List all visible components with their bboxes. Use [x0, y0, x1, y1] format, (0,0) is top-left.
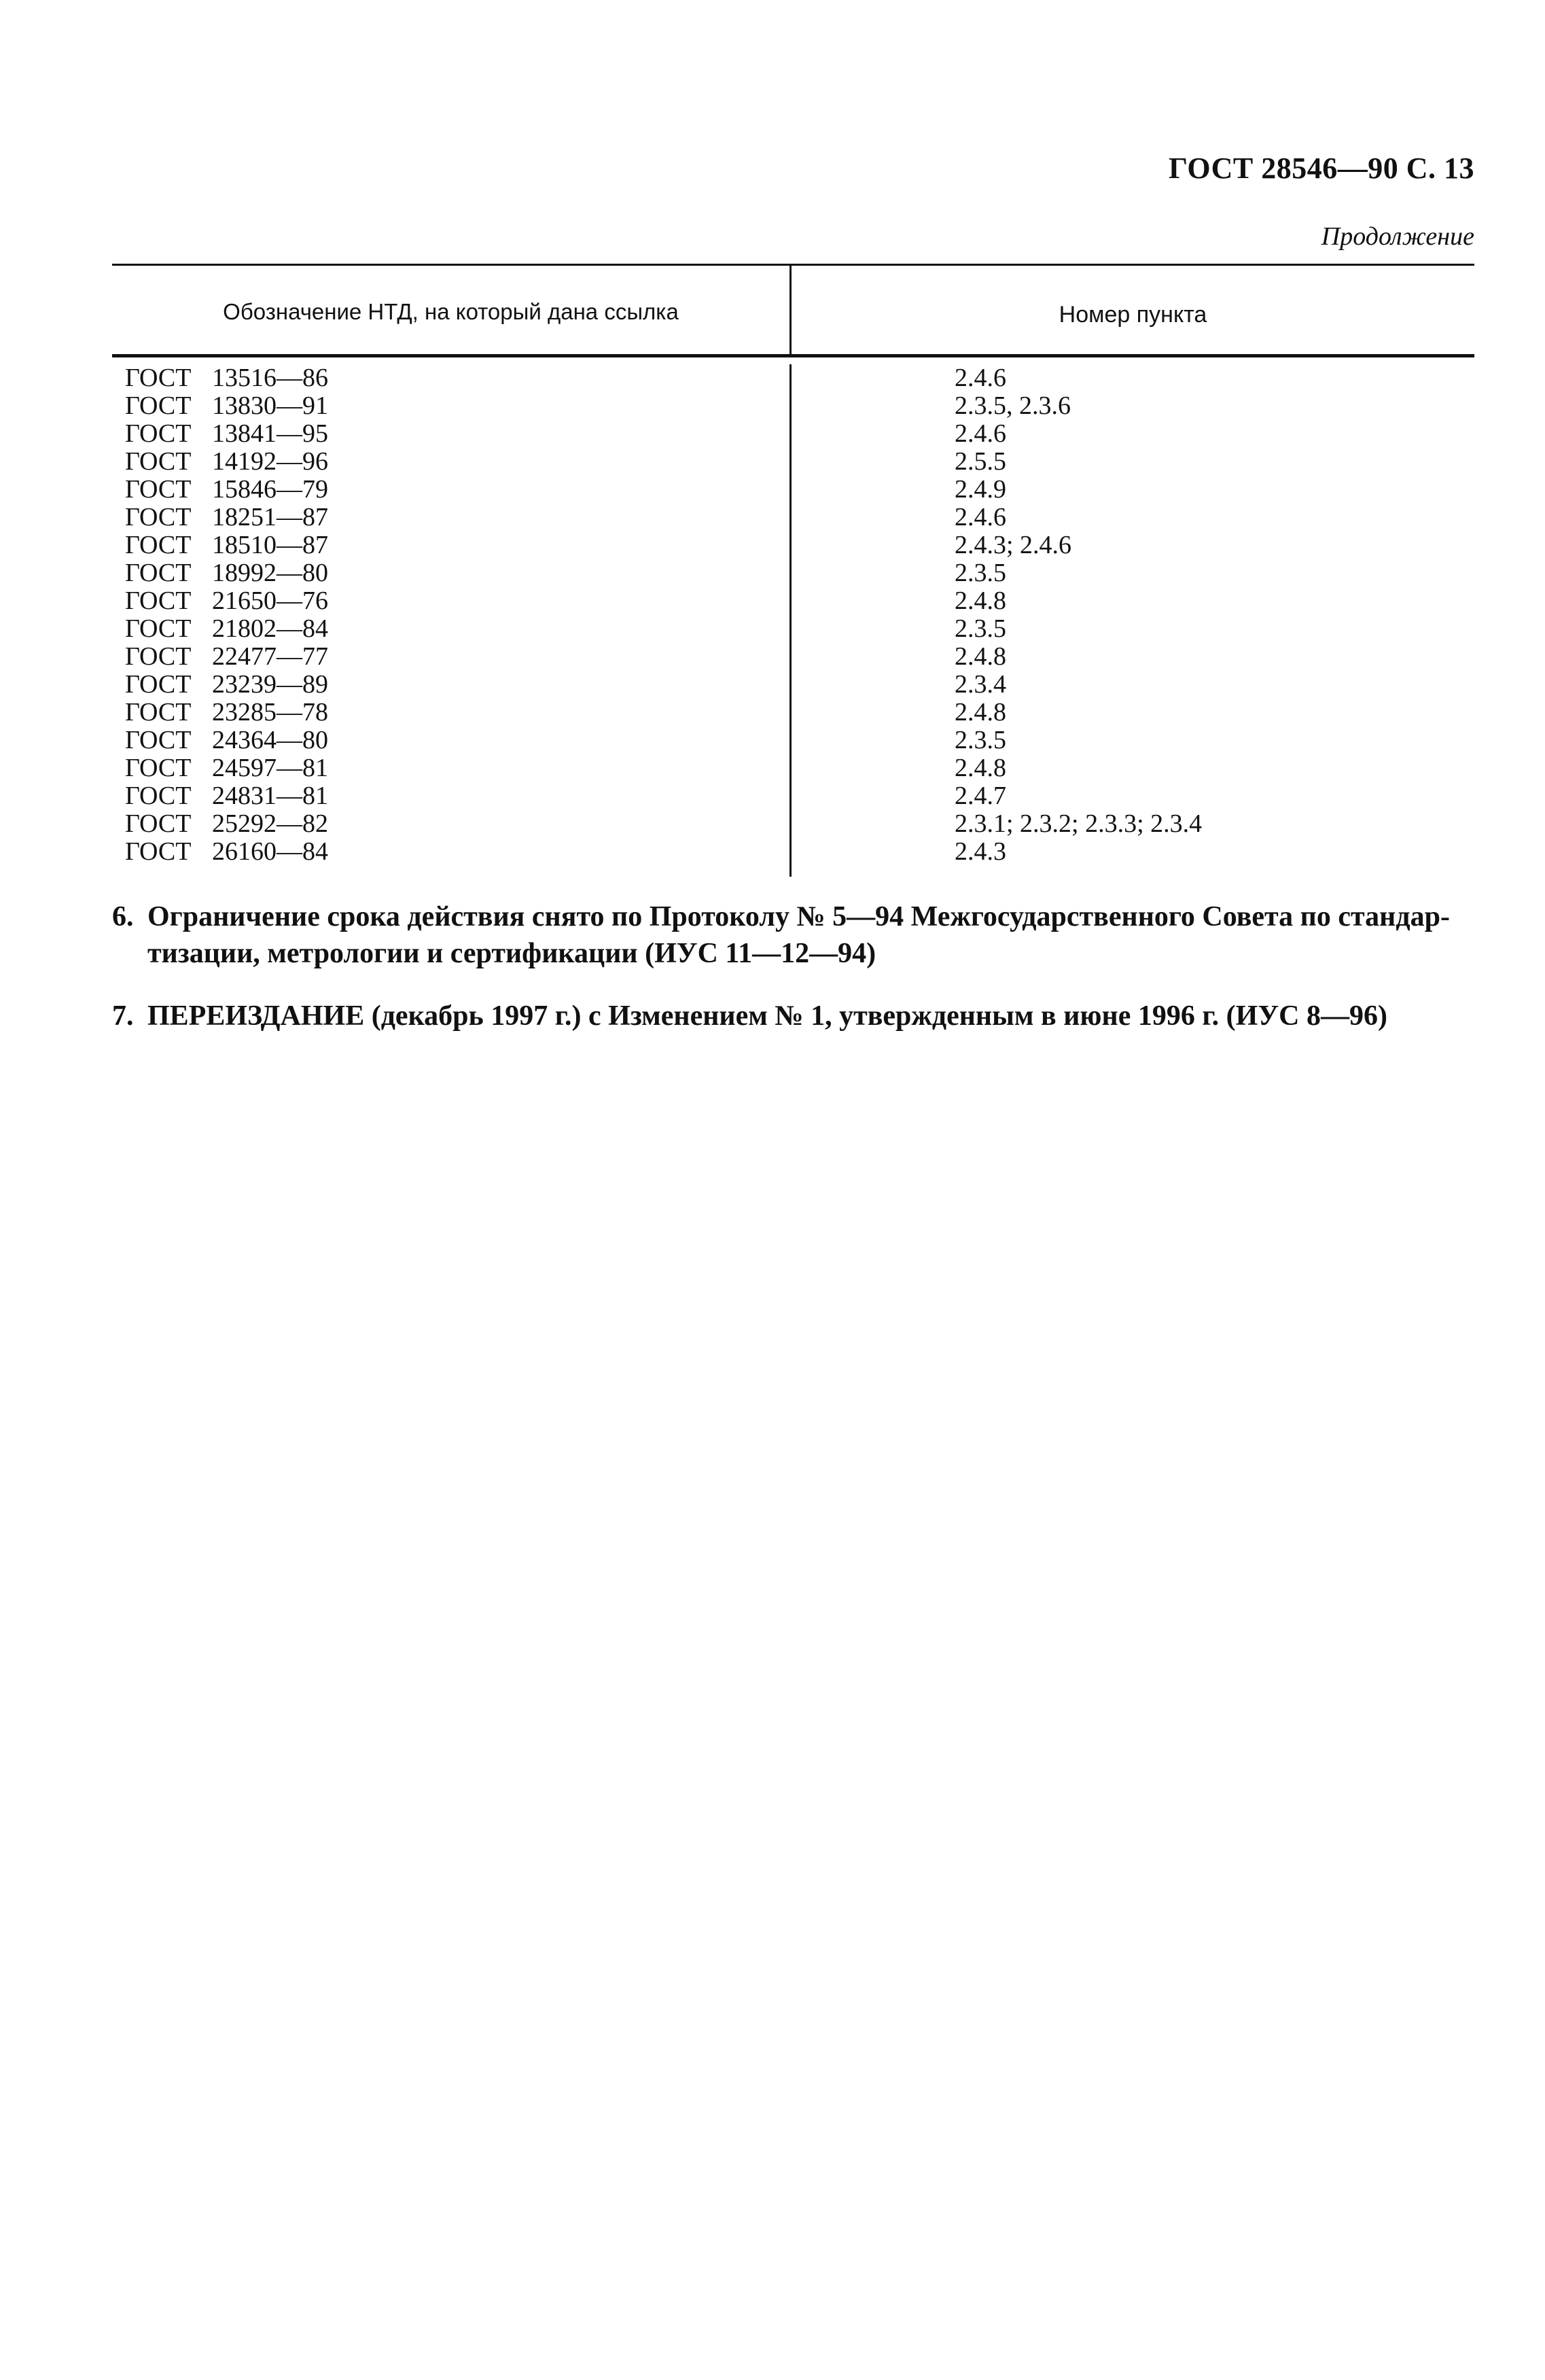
gost-number: 18992—80	[212, 559, 328, 587]
gost-prefix: ГОСТ	[125, 587, 192, 615]
table-row-document	[125, 420, 789, 448]
gost-number: 24364—80	[212, 726, 328, 754]
gost-prefix: ГОСТ	[125, 559, 192, 587]
gost-number: 15846—79	[212, 475, 328, 504]
table-row-clause: 2.4.8	[955, 698, 1006, 727]
gost-number: 21650—76	[212, 587, 328, 615]
gost-number: 13516—86	[212, 364, 328, 392]
note-number: 6.	[112, 901, 134, 932]
table-row-document	[125, 810, 789, 838]
table-row-document	[125, 531, 789, 559]
table-row-clause: 2.4.7	[955, 782, 1006, 810]
gost-prefix: ГОСТ	[125, 642, 192, 671]
document-column	[112, 364, 792, 877]
gost-number: 13841—95	[212, 419, 328, 448]
table-row-clause: 2.4.9	[955, 475, 1006, 504]
table-row-clause: 2.3.5	[955, 726, 1006, 754]
page-header: ГОСТ 28546—90 С. 13	[1168, 152, 1474, 185]
note-number: 7.	[112, 1000, 134, 1032]
column-header-document: Обозначение НТД, на который дана ссылка	[112, 266, 792, 354]
table-row-document	[125, 504, 789, 531]
table-row-document	[125, 587, 789, 615]
table-row-clause: 2.3.5	[955, 559, 1006, 587]
gost-number: 18251—87	[212, 503, 328, 531]
table-row-document	[125, 364, 789, 392]
gost-prefix: ГОСТ	[125, 447, 192, 476]
clause-column	[792, 364, 1474, 877]
column-header-clause: Номер пункта	[1059, 301, 1207, 328]
table-row-clause: 2.4.6	[955, 503, 1006, 531]
table-row-document	[125, 559, 789, 587]
gost-number: 21802—84	[212, 614, 328, 643]
gost-prefix: ГОСТ	[125, 670, 192, 699]
note-item	[112, 998, 1478, 1034]
gost-number: 18510—87	[212, 531, 328, 559]
table-row-document	[125, 448, 789, 476]
table-header	[112, 266, 1474, 357]
gost-number: 24831—81	[212, 782, 328, 810]
table-row-clause: 2.4.6	[955, 419, 1006, 448]
table-row-clause: 2.3.5, 2.3.6	[955, 391, 1071, 420]
continuation-label: Продолжение	[1321, 222, 1474, 251]
table-row-clause: 2.3.1; 2.3.2; 2.3.3; 2.3.4	[955, 809, 1203, 838]
gost-prefix: ГОСТ	[125, 809, 192, 838]
table-row-document	[125, 615, 789, 643]
table-row-clause: 2.4.8	[955, 587, 1006, 615]
gost-prefix: ГОСТ	[125, 726, 192, 754]
table-body	[112, 357, 1474, 877]
table-row-document	[125, 782, 789, 810]
gost-number: 23239—89	[212, 670, 328, 699]
gost-number: 25292—82	[212, 809, 328, 838]
gost-prefix: ГОСТ	[125, 782, 192, 810]
table-row-document	[125, 671, 789, 699]
gost-number: 26160—84	[212, 837, 328, 866]
table-row-clause: 2.5.5	[955, 447, 1006, 476]
gost-number: 22477—77	[212, 642, 328, 671]
notes-section	[112, 898, 1478, 1060]
gost-prefix: ГОСТ	[125, 837, 192, 866]
note-text: Ограничение срока действия снято по Протоколу № 5—94 Межгосударственного Совета по стандар-тизации, метрологии и сертификации (ИУС 11—12—94)	[147, 901, 1450, 969]
gost-number: 23285—78	[212, 698, 328, 727]
table-row-document	[125, 838, 789, 866]
table-row-clause: 2.4.8	[955, 642, 1006, 671]
gost-prefix: ГОСТ	[125, 614, 192, 643]
gost-prefix: ГОСТ	[125, 391, 192, 420]
table-row-clause: 2.4.6	[955, 364, 1006, 392]
gost-number: 13830—91	[212, 391, 328, 420]
table-row-clause: 2.4.8	[955, 754, 1006, 782]
table-row-document	[125, 392, 789, 420]
table-row-clause: 2.3.5	[955, 614, 1006, 643]
table-row-document	[125, 699, 789, 727]
table-row-clause: 2.4.3; 2.4.6	[955, 531, 1072, 559]
gost-prefix: ГОСТ	[125, 531, 192, 559]
note-text: ПЕРЕИЗДАНИЕ (декабрь 1997 г.) с Изменением № 1, утвержденным в июне 1996 г. (ИУС 8—96)	[147, 1000, 1387, 1032]
gost-number: 24597—81	[212, 754, 328, 782]
table-row-clause: 2.4.3	[955, 837, 1006, 866]
gost-number: 14192—96	[212, 447, 328, 476]
gost-prefix: ГОСТ	[125, 364, 192, 392]
table-row-document	[125, 643, 789, 671]
reference-table	[112, 264, 1474, 877]
table-row-clause: 2.3.4	[955, 670, 1006, 699]
gost-prefix: ГОСТ	[125, 698, 192, 727]
gost-prefix: ГОСТ	[125, 475, 192, 504]
gost-prefix: ГОСТ	[125, 754, 192, 782]
gost-prefix: ГОСТ	[125, 419, 192, 448]
table-row-document	[125, 754, 789, 782]
table-row-document	[125, 476, 789, 504]
gost-prefix: ГОСТ	[125, 503, 192, 531]
table-row-document	[125, 727, 789, 754]
note-item	[112, 898, 1478, 972]
